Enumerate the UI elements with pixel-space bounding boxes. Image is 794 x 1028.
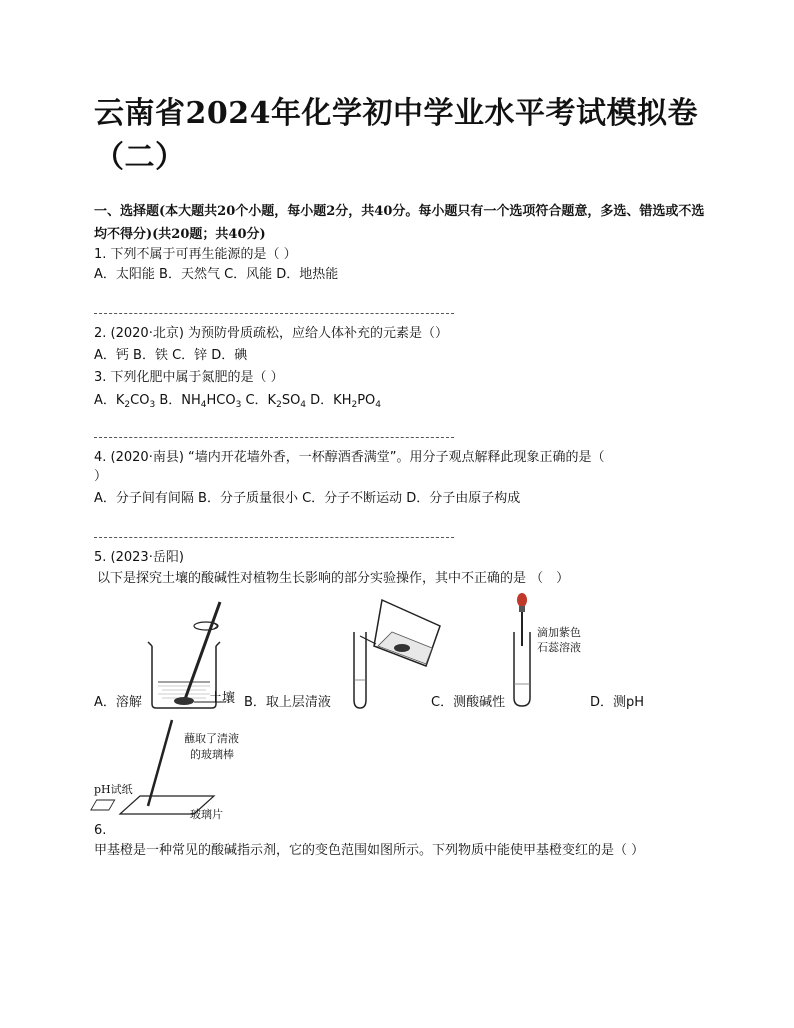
option-d-label: D．测pH	[590, 695, 645, 710]
beaker-figure	[140, 598, 260, 708]
question-4-options: A．分子间有间隔 B．分子质量很小 C．分子不断运动 D．分子由原子构成	[94, 491, 521, 506]
soil-label: 土壤	[209, 691, 236, 706]
option-c-label: C．测酸碱性	[431, 695, 506, 710]
question-2-options: A．钙 B．铁 C．锌 D．碘	[94, 348, 248, 363]
glass-slide-label: 玻璃片	[190, 808, 223, 821]
rod-text-1: 蘸取了清液	[184, 732, 239, 745]
question-4-stem: 4. (2020·南县) “墙内开花墙外香，一杯醇酒香满堂”。用分子观点解释此现象正确的是（	[94, 450, 605, 465]
dropper-text-1: 滴加紫色	[537, 626, 581, 639]
option-b-label: B．取上层清液	[244, 695, 331, 710]
question-5-stem: 以下是探究土壤的酸碱性对植物生长影响的部分实验操作，其中不正确的是 （ ）	[97, 571, 570, 586]
question-4-stem-end: ）	[94, 469, 108, 484]
divider	[94, 437, 454, 438]
dropper-text-2: 石蕊溶液	[537, 641, 581, 654]
ph-paper-label: pH试纸	[94, 783, 133, 796]
section-heading: 一、选择题(本大题共20个小题，每小题2分，共40分。每小题只有一个选项符合题意，多选、错选或不选均不得分)(共20题；共40分)	[94, 204, 705, 242]
page-title: 云南省2024年化学初中学业水平考试模拟卷（二）	[94, 96, 698, 175]
option-a-label: A．溶解	[94, 695, 142, 710]
divider	[94, 537, 454, 538]
question-2-stem: 2. (2020·北京) 为预防骨质疏松，应给人体补充的元素是（）	[94, 326, 449, 341]
rod-text-2: 的玻璃棒	[190, 748, 234, 761]
question-6-stem: 甲基橙是一种常见的酸碱指示剂，它的变色范围如图所示。下列物质中能使甲基橙变红的是（ ）	[94, 843, 645, 858]
divider	[94, 313, 454, 314]
question-6-number: 6.	[94, 823, 107, 838]
question-1-stem: 1. 下列不属于可再生能源的是（ ）	[94, 247, 297, 262]
question-5-source: 5. (2023·岳阳)	[94, 550, 184, 565]
question-3-options: A．$K_2CO_3$ B．$NH_4HCO_3$ C．$K_2SO_4$ D．$KH_2PO_4$	[94, 393, 382, 410]
dropper-bulb-icon	[517, 593, 527, 607]
question-3-stem: 3. 下列化肥中属于氮肥的是（ ）	[94, 370, 284, 385]
question-1-options: A．太阳能 B．天然气 C．风能 D．地热能	[94, 267, 339, 282]
